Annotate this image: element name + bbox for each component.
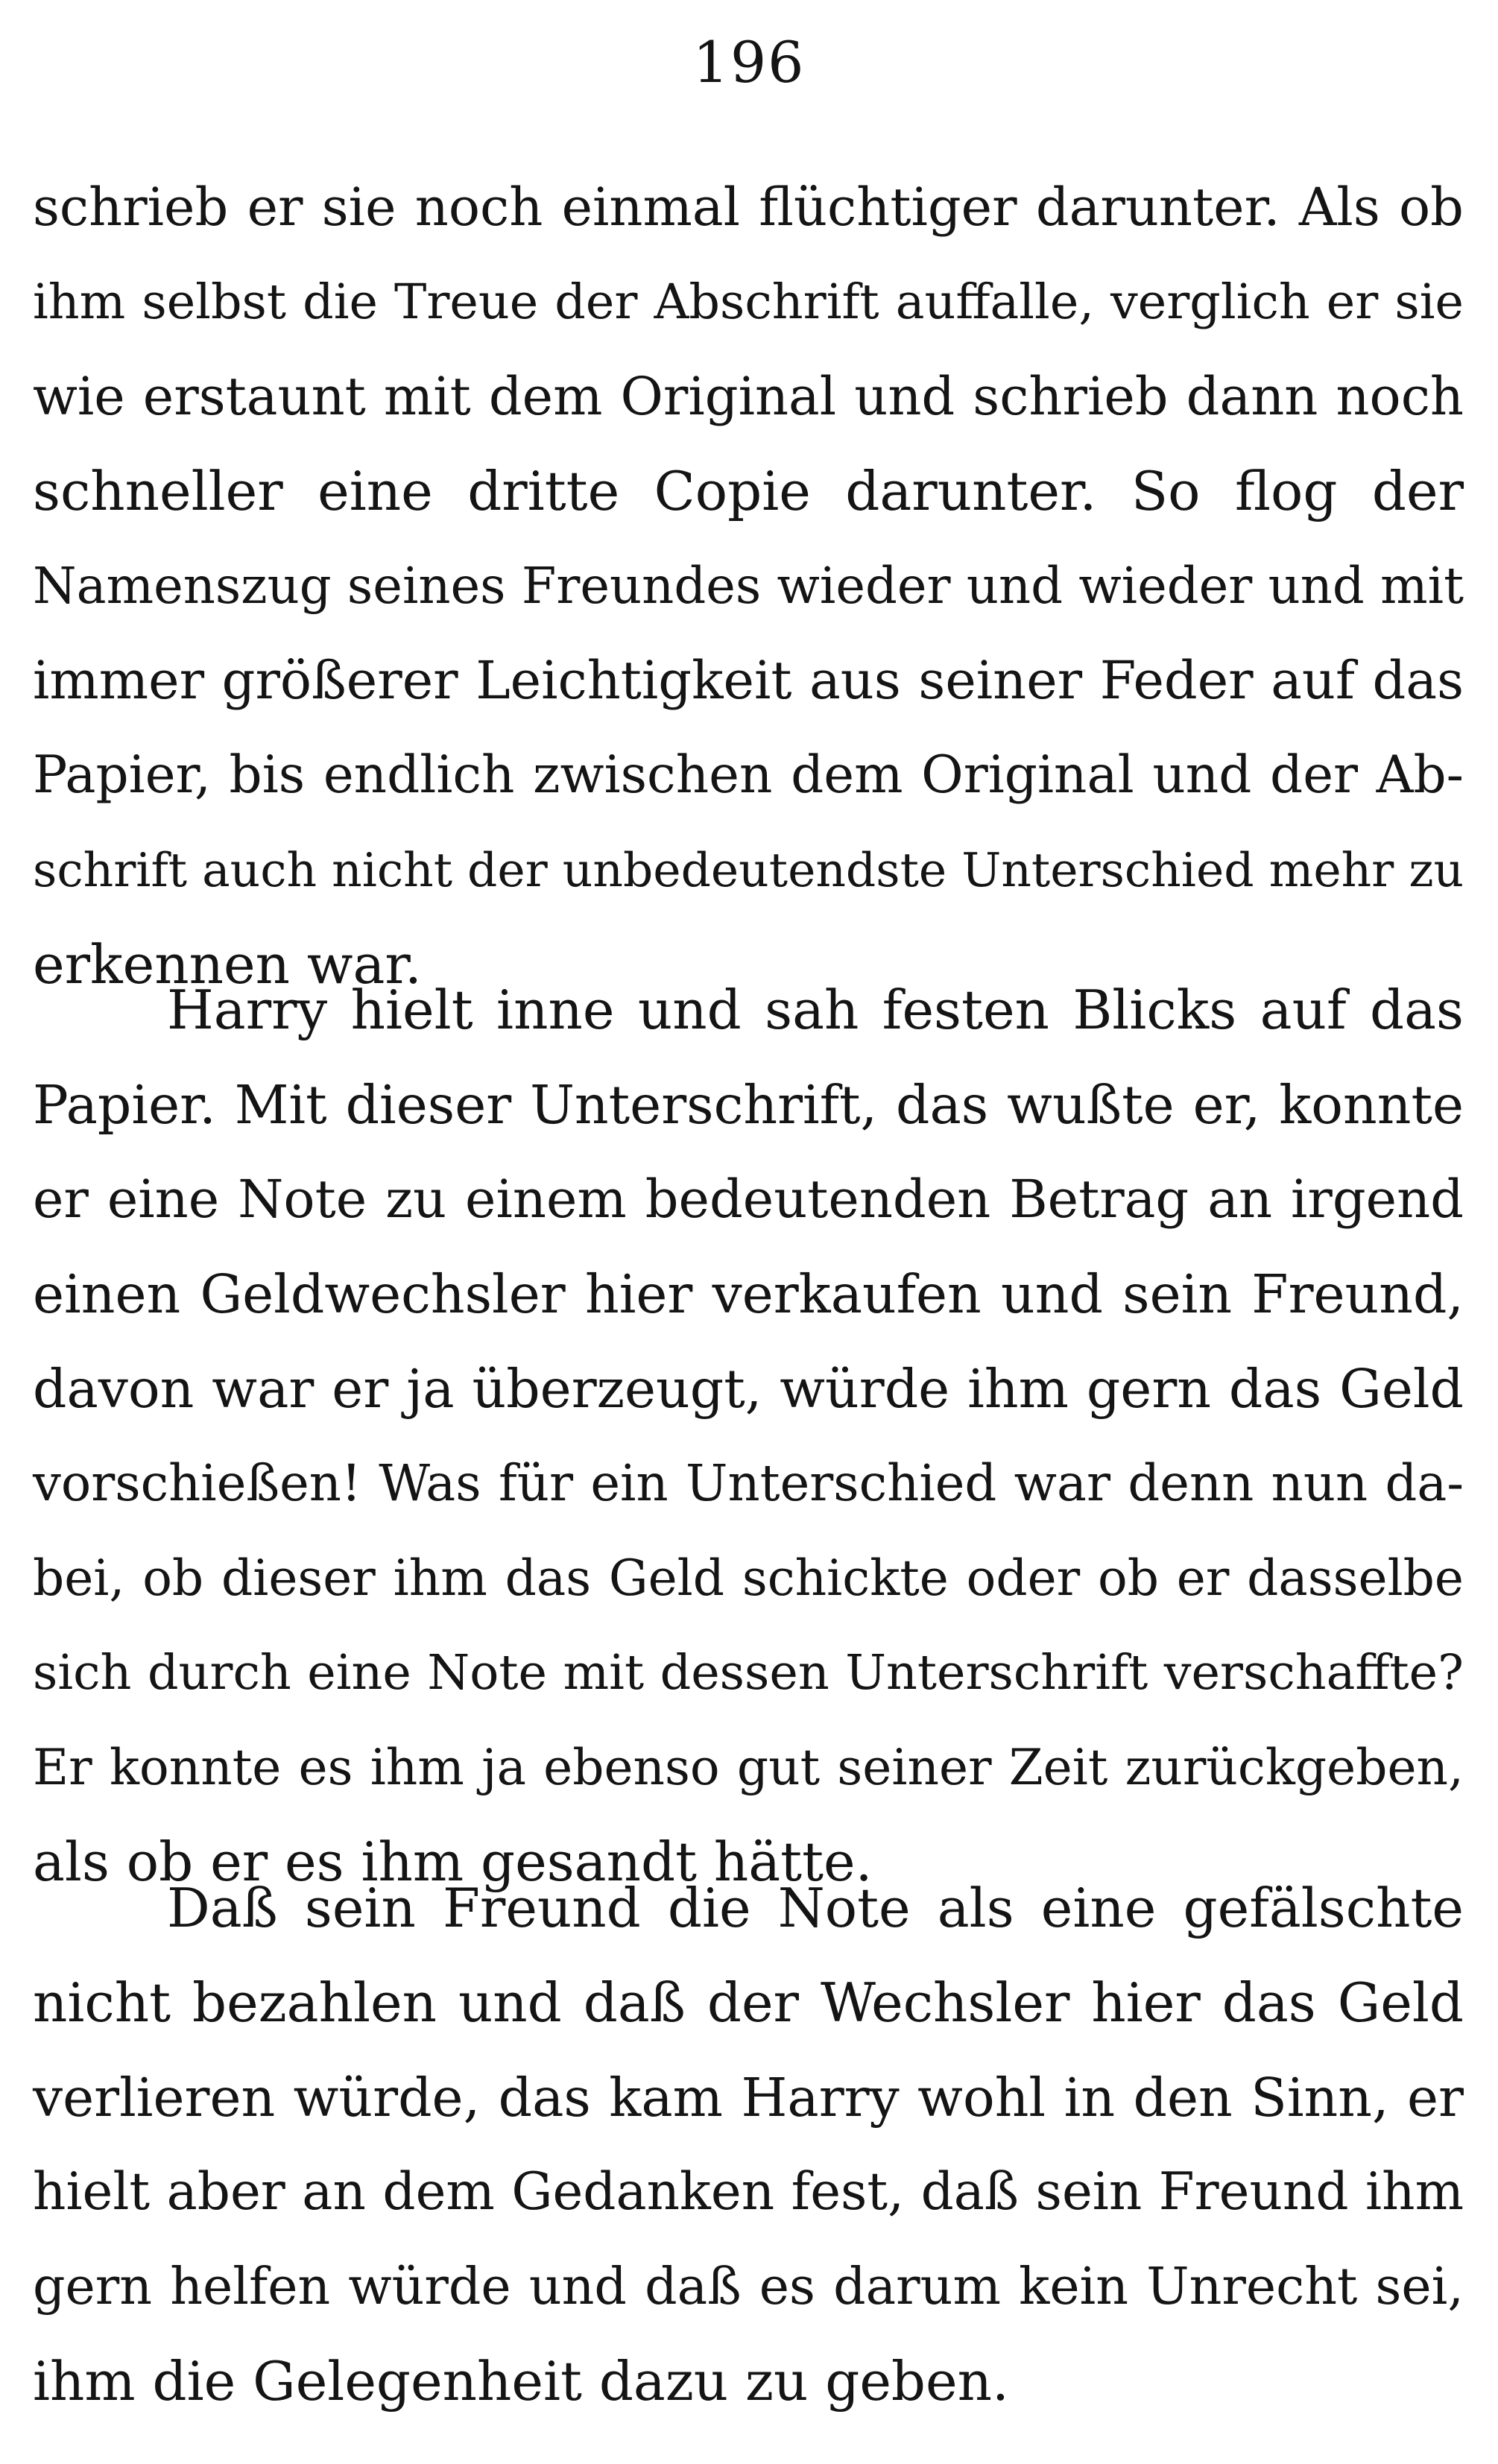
text-line: gern helfen würde und daß es darum kein Unrecht sei, <box>33 2258 1464 2316</box>
text-line: ihm selbst die Treue der Abschrift auffalle, verglich er sie <box>33 274 1464 330</box>
text-line: davon war er ja überzeugt, würde ihm gern das Geld <box>33 1358 1464 1420</box>
text-line: Namenszug seines Freundes wieder und wieder und mit <box>33 557 1464 615</box>
text-line: bei, ob dieser ihm das Geld schickte oder ob er dasselbe <box>33 1550 1464 1607</box>
paragraph-1 <box>33 160 1464 1012</box>
paragraph-3 <box>33 1861 1464 2429</box>
text-line: vorschießen! Was für ein Unterschied war denn nun da- <box>33 1454 1464 1512</box>
text-line: verlieren würde, das kam Harry wohl in den Sinn, er <box>33 2067 1464 2129</box>
text-line: Er konnte es ihm ja ebenso gut seiner Zeit zurückgeben, <box>33 1739 1464 1796</box>
text-line: sich durch eine Note mit dessen Unterschrift verschaffte? <box>33 1645 1464 1701</box>
text-line: Harry hielt inne und sah festen Blicks auf das <box>167 979 1464 1041</box>
text-line: er eine Note zu einem bedeutenden Betrag an irgend <box>33 1169 1464 1230</box>
text-line: ihm die Gelegenheit dazu zu geben. <box>33 2350 1009 2413</box>
text-line: Papier. Mit dieser Unterschrift, das wußte er, konnte <box>33 1074 1464 1136</box>
text-line: erkennen war. <box>33 933 422 996</box>
paragraph-2 <box>33 963 1464 1909</box>
text-line: Papier, bis endlich zwischen dem Original und der Ab- <box>33 745 1464 805</box>
text-line: als ob er es ihm gesandt hätte. <box>33 1830 873 1893</box>
text-line: wie erstaunt mit dem Original und schrieb dann noch <box>33 366 1464 427</box>
page-number: 196 <box>692 29 806 95</box>
text-line: schrift auch nicht der unbedeutendste Unterschied mehr zu <box>33 843 1464 897</box>
text-line: Daß sein Freund die Note als eine gefälschte <box>167 1877 1464 1939</box>
text-line: schrieb er sie noch einmal flüchtiger darunter. Als ob <box>33 177 1464 238</box>
text-line: schneller eine dritte Copie darunter. So flog der <box>33 460 1464 522</box>
text-line: einen Geldwechsler hier verkaufen und sein Freund, <box>33 1263 1464 1325</box>
text-line: immer größerer Leichtigkeit aus seiner Feder auf das <box>33 650 1464 711</box>
text-line: nicht bezahlen und daß der Wechsler hier das Geld <box>33 1971 1464 2034</box>
text-line: hielt aber an dem Gedanken fest, daß sein Freund ihm <box>33 2162 1464 2222</box>
